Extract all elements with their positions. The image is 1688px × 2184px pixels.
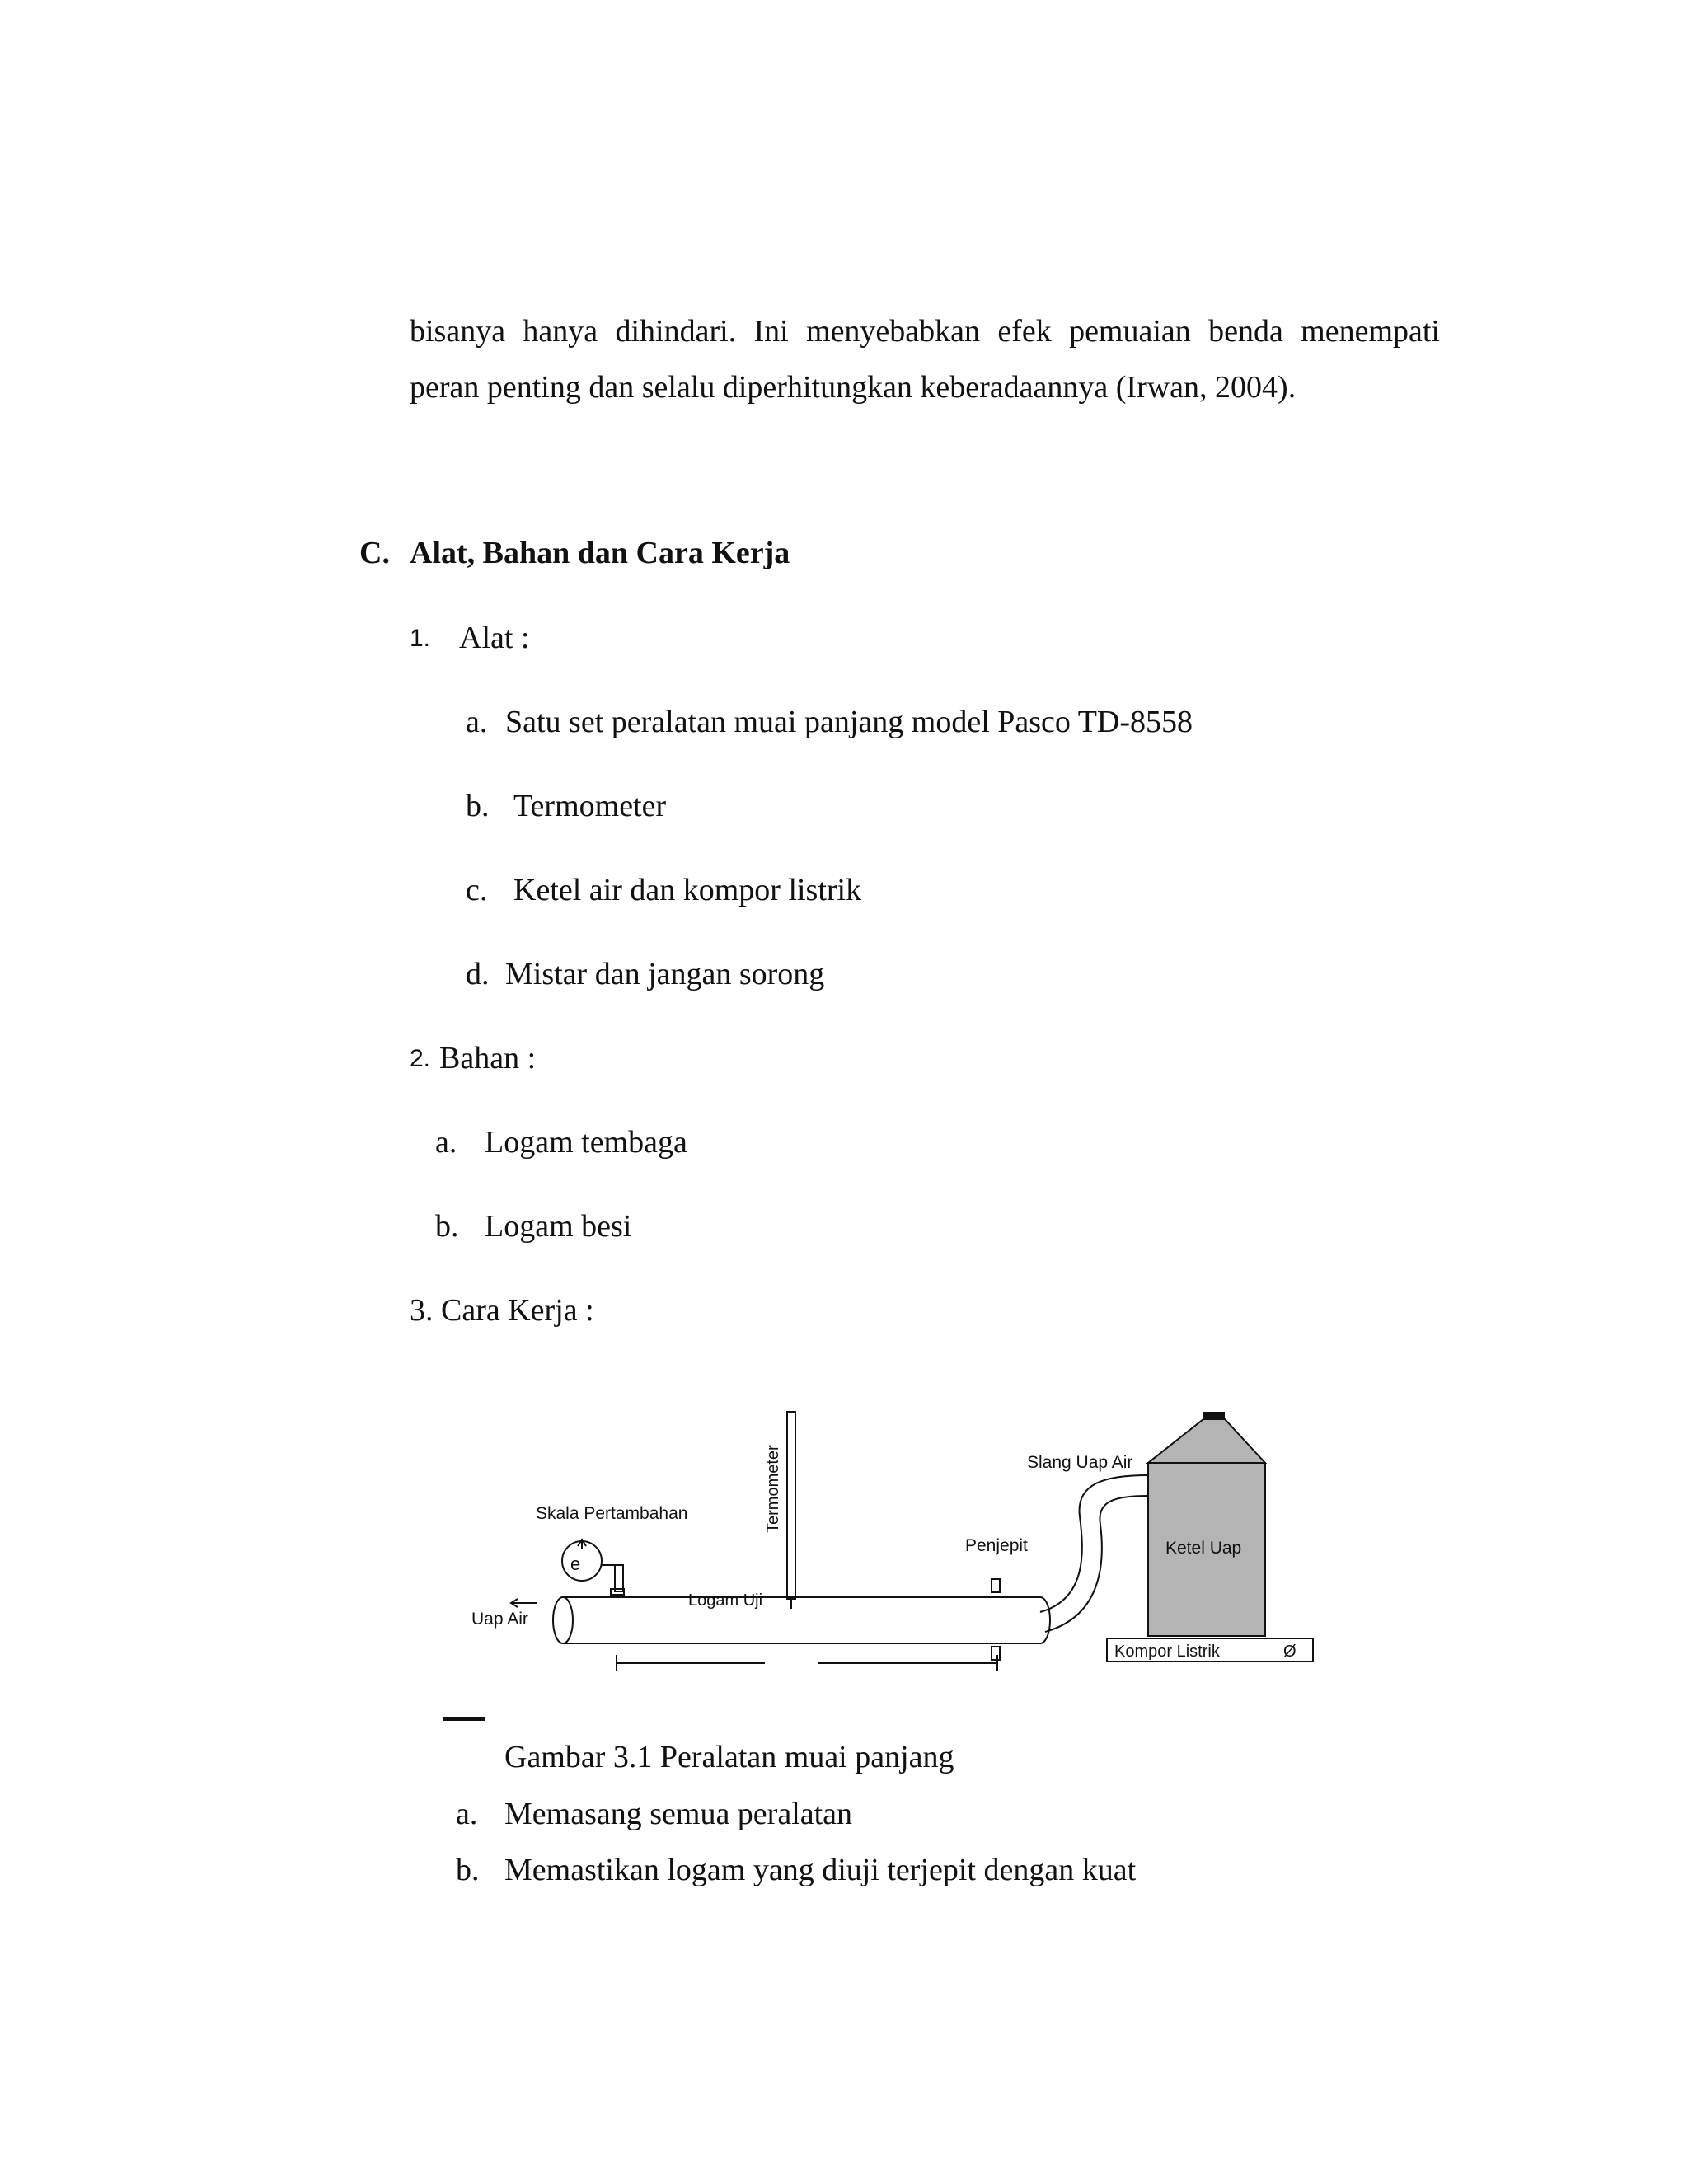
label-skala: Skala Pertambahan [536,1504,688,1523]
boiler-cap [1203,1412,1225,1420]
intro-line-2: peran penting dan selalu diperhitungkan keberadaannya (Irwan, 2004). [410,370,1296,405]
cara-step-b: Memastikan logam yang diuji terjepit dengan kuat [504,1853,1137,1887]
kompor-symbol: Ø [1283,1643,1296,1661]
test-rod [563,1597,1050,1643]
label-kompor: Kompor Listrik [1114,1643,1220,1661]
alat-item-d-marker: d. [466,957,490,991]
alat-label: Alat : [459,621,530,655]
cara-step-a-marker: a. [456,1797,478,1831]
label-uap-air: Uap Air [471,1610,528,1629]
apparatus-diagram [462,1401,1335,1681]
alat-item-d: Mistar dan jangan sorong [505,957,825,991]
clamp-bottom [992,1647,1000,1660]
figure-dash [443,1717,485,1721]
figure-caption: Gambar 3.1 Peralatan muai panjang [504,1740,954,1774]
dial-letter: e [570,1554,581,1574]
alat-item-a: Satu set peralatan muai panjang model Pasco TD-8558 [505,705,1193,739]
intro-paragraph [410,303,1440,415]
thermometer [787,1412,795,1599]
boiler-roof [1148,1419,1265,1463]
label-ketel: Ketel Uap [1165,1539,1242,1558]
bahan-number: 2. [410,1045,431,1072]
cara-number: 3. [410,1293,434,1328]
cara-label: Cara Kerja : [441,1293,594,1328]
bahan-item-b: Logam besi [485,1209,632,1244]
section-title: Alat, Bahan dan Cara Kerja [410,536,790,570]
cara-step-b-marker: b. [456,1853,480,1887]
label-penjepit: Penjepit [965,1536,1028,1555]
dial-mount [615,1565,623,1591]
alat-item-c-marker: c. [466,873,488,907]
cara-step-a: Memasang semua peralatan [504,1797,853,1831]
bahan-item-a: Logam tembaga [485,1125,687,1160]
alat-number: 1. [410,625,431,652]
clamp-top [992,1579,1000,1592]
label-termometer: Termometer [764,1445,782,1533]
bahan-item-a-marker: a. [435,1125,457,1160]
label-slang: Slang Uap Air [1027,1453,1133,1472]
bahan-item-b-marker: b. [435,1209,459,1244]
alat-item-b-marker: b. [466,789,490,823]
bahan-label: Bahan : [439,1041,537,1076]
section-marker: C. [359,536,390,570]
alat-item-a-marker: a. [466,705,488,739]
intro-line-1: bisanya hanya dihindari. Ini menyebabkan efek pemuaian benda menempati [410,314,1440,349]
label-logam: Logam Uji [688,1591,763,1610]
test-rod-end [553,1597,573,1643]
alat-item-b: Termometer [513,789,667,823]
alat-item-c: Ketel air dan kompor listrik [513,873,862,907]
